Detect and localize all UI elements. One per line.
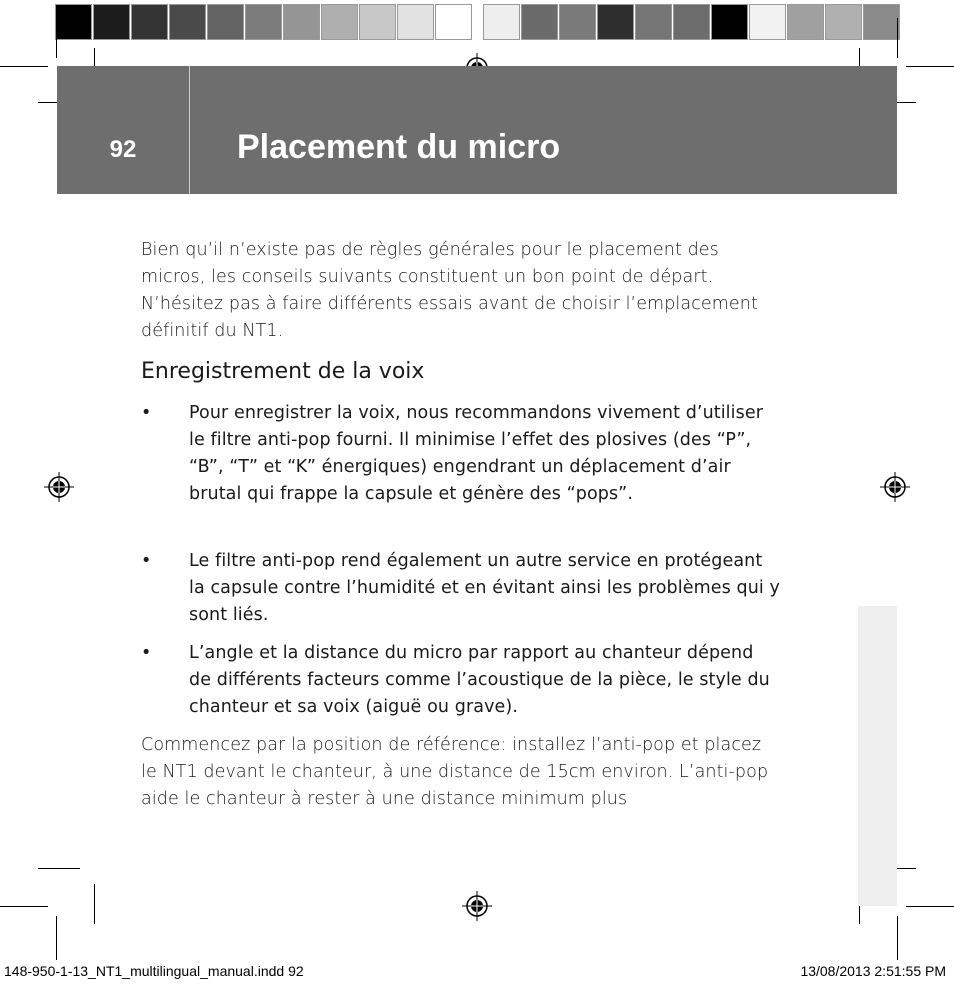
side-tab: [858, 606, 897, 906]
color-swatch: [131, 4, 168, 40]
color-swatch: [321, 4, 358, 40]
color-swatch: [635, 4, 672, 40]
list-item: [141, 640, 781, 721]
crop-mark: [56, 18, 57, 58]
registration-mark-icon: [880, 472, 910, 502]
header-divider: [189, 66, 190, 194]
page-number: 92: [109, 136, 137, 163]
color-swatch: [749, 4, 786, 40]
crop-mark: [94, 884, 95, 924]
color-swatch: [359, 4, 396, 40]
registration-mark-icon: [44, 472, 74, 502]
section-heading: Enregistrement de la voix: [141, 359, 425, 384]
color-swatch: [245, 4, 282, 40]
color-swatch: [673, 4, 710, 40]
color-swatch: [207, 4, 244, 40]
color-swatch: [483, 4, 520, 40]
footer-filename: 148-950-1-13_NT1_multilingual_manual.indd 92: [4, 963, 304, 979]
footer-timestamp: 13/08/2013 2:51:55 PM: [800, 963, 946, 979]
color-swatch: [559, 4, 596, 40]
bullet-text: Le filtre anti-pop rend également un autre service en protégeant la capsule contre l’humidité et en évitant ainsi les problèmes qui y sont liés.: [189, 551, 780, 625]
color-swatch: [283, 4, 320, 40]
color-swatch: [597, 4, 634, 40]
color-swatch: [711, 4, 748, 40]
color-swatch: [169, 4, 206, 40]
color-bar-right: [483, 4, 901, 40]
crop-mark: [897, 916, 898, 960]
color-bar-left: [55, 4, 473, 40]
color-swatch: [863, 4, 900, 40]
crop-mark: [0, 66, 48, 67]
list-item: [141, 548, 781, 629]
page-header: [57, 66, 897, 194]
closing-paragraph: Commencez par la position de référence: installez l’anti-pop et placez le NT1 devant le chanteur, à une distance de 15cm environ. L’anti-pop aide le chanteur à rester à une distance minimum plus: [141, 735, 769, 809]
color-swatch: [93, 4, 130, 40]
crop-mark: [906, 66, 954, 67]
intro-paragraph: Bien qu’il n’existe pas de règles générales pour le placement des micros, les conseils suivants constituent un bon point de départ. N’hésitez pas à faire différents essais avant de choisir l’emplacement définitif du NT1.: [141, 240, 758, 341]
registration-mark-icon: [462, 891, 492, 921]
crop-mark: [906, 906, 954, 907]
crop-mark: [0, 906, 48, 907]
color-swatch: [55, 4, 92, 40]
color-swatch: [397, 4, 434, 40]
page-title: Placement du micro: [237, 128, 561, 166]
color-swatch: [521, 4, 558, 40]
color-swatch: [825, 4, 862, 40]
bullet-icon: •: [141, 643, 152, 663]
list-item: [141, 400, 781, 508]
bullet-icon: •: [141, 403, 152, 423]
crop-mark: [38, 868, 80, 869]
bullet-text: L’angle et la distance du micro par rapport au chanteur dépend de différents facteurs comme l’acoustique de la pièce, le style du chanteur et sa voix (aiguë ou grave).: [189, 643, 770, 717]
color-swatch: [435, 4, 472, 40]
bullet-text: Pour enregistrer la voix, nous recommandons vivement d’utiliser le filtre anti-pop fourni. Il minimise l’effet des plosives (des “P”, “B”, “T” et “K” énergiques) engendrant un déplacement d’air brutal qui frappe la capsule et génère des “pops”.: [189, 403, 763, 504]
color-swatch: [787, 4, 824, 40]
bullet-icon: •: [141, 551, 152, 571]
crop-mark: [56, 916, 57, 960]
crop-mark: [897, 18, 898, 58]
